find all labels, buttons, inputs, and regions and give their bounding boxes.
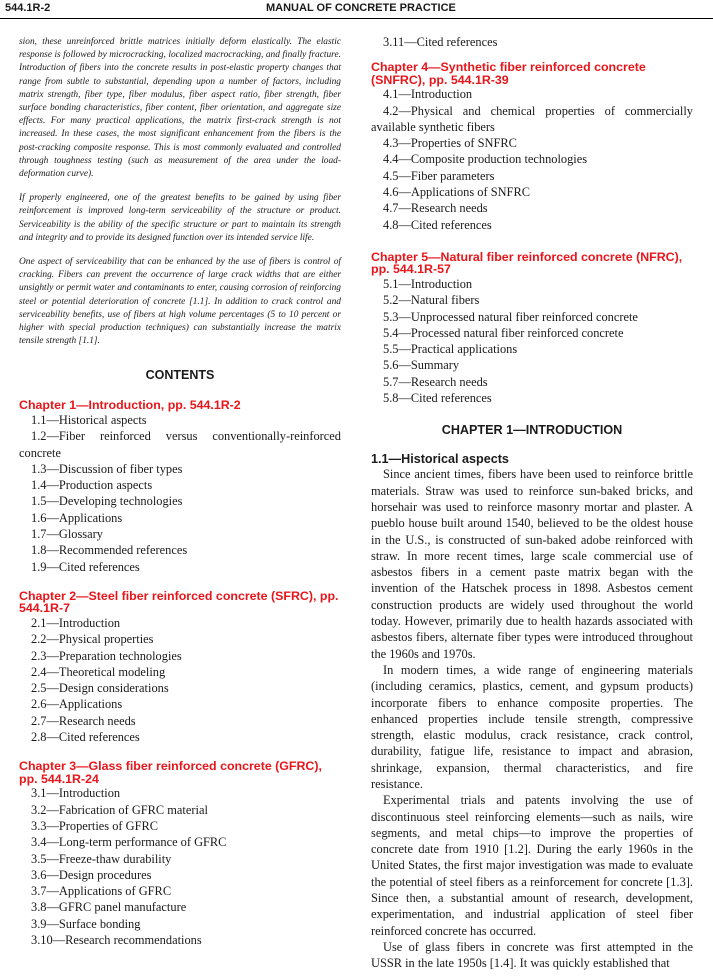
toc-item[interactable]: 3.5—Freeze-thaw durability [31,851,172,866]
toc-item[interactable]: 5.7—Research needs [383,374,488,389]
toc-item[interactable]: 1.5—Developing technologies [31,494,183,509]
section-heading: 1.1—Historical aspects [371,452,509,467]
toc-item[interactable]: 4.5—Fiber parameters [383,168,495,183]
right-column [371,36,693,972]
manual-title: MANUAL OF CONCRETE PRACTICE [266,2,456,14]
toc-item[interactable]: 4.1—Introduction [383,87,473,102]
toc-item[interactable]: 3.2—Fabrication of GFRC material [31,802,208,817]
toc-item[interactable]: 2.6—Applications [31,697,123,712]
toc-item[interactable]: 5.2—Natural fibers [383,293,480,308]
toc-item[interactable]: 3.1—Introduction [31,786,121,801]
toc-chapter-title[interactable]: Chapter 2—Steel fiber reinforced concrete (SFRC), pp. 544.1R-7 [19,588,339,616]
chapter-heading: CHAPTER 1—INTRODUCTION [441,423,623,438]
toc-item[interactable]: 5.4—Processed natural fiber reinforced concrete [383,325,624,340]
toc-item[interactable]: 4.2—Physical and chemical properties of commercially available synthetic fibers [371,103,693,134]
toc-chapter-2 [19,590,341,745]
toc-item[interactable]: 5.8—Cited references [383,391,492,406]
toc-item[interactable]: 5.5—Practical applications [383,342,518,357]
toc-item[interactable]: 5.3—Unprocessed natural fiber reinforced concrete [383,309,638,324]
intro-paragraph: If properly engineered, one of the greatest benefits to be gained by using fiber reinforcement is improved long-term serviceability of the structure or product. Serviceability is the ability of the specific structure or part to maintain its strength and integrity and to provide its designed function over its intended service life. [19,193,341,243]
toc-item[interactable]: 5.1—Introduction [383,276,473,291]
toc-item[interactable]: 1.9—Cited references [31,559,140,574]
toc-item[interactable]: 3.6—Design procedures [31,867,152,882]
toc-item[interactable]: 2.7—Research needs [31,713,136,728]
toc-chapter-1 [19,399,341,574]
toc-item[interactable]: 1.8—Recommended references [31,543,188,558]
left-column [19,36,341,948]
contents-heading: CONTENTS [145,368,215,383]
body-paragraph: Experimental trials and patents involving the use of discontinuous steel reinforcing elements—such as nails, wire segments, and metal chips—to improve the properties of concrete date from 1910 [1.2]. During the early 1960s in the United States, the first major investigation was made to evaluate the potential of steel fibers as a reinforcement for concrete [1.3]. Since then, a substantial amount of research, development, experimentation, and industrial application of steel fiber reinforced concrete has occurred. [371,793,693,938]
toc-item[interactable]: 1.7—Glossary [31,527,103,542]
document-code: 544.1R-2 [5,2,51,14]
toc-chapter-3 [19,760,341,948]
toc-item[interactable]: 2.4—Theoretical modeling [31,664,166,679]
toc-item[interactable]: 3.10—Research recommendations [31,932,202,947]
toc-item[interactable]: 2.2—Physical properties [31,632,154,647]
toc-item[interactable]: 4.8—Cited references [383,217,492,232]
intro-paragraph: One aspect of serviceability that can be enhanced by the use of fibers is control of cracking. Fibers can prevent the occurrence of large crack widths that are either unsightly or permit water and contaminants to enter, causing corrosion of reinforcing steel or potential deterioration of concrete [1.1]. In addition to crack control and serviceability benefits, use of fibers at high volume percentages (5 to 10 percent or higher with special production techniques) can substantially increase the matrix tensile strength [1.1]. [19,257,341,347]
toc-item[interactable]: 2.5—Design considerations [31,681,169,696]
toc-chapter-title[interactable]: Chapter 5—Natural fiber reinforced concrete (NFRC), pp. 544.1R-57 [371,249,683,277]
toc-item[interactable]: 3.4—Long-term performance of GFRC [31,835,227,850]
toc-item[interactable]: 3.11—Cited references [383,35,498,49]
page-header [0,0,713,19]
toc-item[interactable]: 3.9—Surface bonding [31,916,141,931]
toc-item[interactable]: 5.6—Summary [383,358,460,373]
toc-item[interactable]: 3.3—Properties of GFRC [31,818,159,833]
toc-item[interactable]: 1.3—Discussion of fiber types [31,461,183,476]
body-paragraph: In modern times, a wide range of engineering materials (including ceramics, plastics, cement, and gypsum products) incorporate fibers to enhance composite properties. The enhanced properties include tensile strength, compressive strength, elastic modulus, crack resistance, crack control, durability, fatigue life, resistance to impact and abrasion, shrinkage, expansion, thermal characteristics, and fire resistance. [371,662,693,791]
toc-item[interactable]: 2.8—Cited references [31,730,140,745]
toc-item[interactable]: 4.6—Applications of SNFRC [383,185,530,200]
toc-item[interactable]: 3.7—Applications of GFRC [31,884,172,899]
toc-chapter-title[interactable]: Chapter 4—Synthetic fiber reinforced concrete (SNFRC), pp. 544.1R-39 [371,60,646,87]
toc-item[interactable]: 3.8—GFRC panel manufacture [31,900,187,915]
body-paragraph: Use of glass fibers in concrete was first attempted in the USSR in the late 1950s [1.4]. It was quickly established that [371,939,693,971]
toc-item[interactable]: 1.6—Applications [31,510,123,525]
toc-chapter-5 [371,251,693,406]
body-paragraph: Since ancient times, fibers have been used to reinforce brittle materials. Straw was used to reinforce sun-baked bricks, and horsehair was used to reinforce masonry mortar and plaster. A pueblo house built around 1540, believed to be the oldest house in the U.S., is constructed of sun-baked adobe reinforced with straw. In more recent times, large scale commercial use of asbestos fibers in a cement paste matrix began with the invention of the Hatschek process in 1898. Asbestos cement construction products are widely used throughout the world today. However, primarily due to health hazards associated with asbestos fibers, alternate fiber types were introduced throughout the 1960s and 1970s. [371,467,693,661]
toc-chapter-title[interactable]: Chapter 3—Glass fiber reinforced concrete (GFRC), pp. 544.1R-24 [19,759,322,786]
toc-chapter-title[interactable]: Chapter 1—Introduction, pp. 544.1R-2 [19,398,241,413]
toc-item[interactable]: 4.3—Properties of SNFRC [383,136,517,151]
toc-item[interactable]: 1.4—Production aspects [31,478,153,493]
toc-chapter-4 [371,61,693,233]
toc-item[interactable]: 1.2—Fiber reinforced versus conventionally-reinforced concrete [19,429,341,460]
toc-item[interactable]: 2.3—Preparation technologies [31,648,182,663]
intro-paragraph: sion, these unreinforced brittle matrices initially deform elastically. The elastic response is followed by microcracking, localized macrocracking, and finally fracture. Introduction of fibers into the concrete results in post-elastic property changes that range from subtle to substantial, depending upon a number of factors, including matrix strength, fiber type, fiber modulus, fiber aspect ratio, fiber strength, fiber surface bonding characteristics, fiber content, fiber orientation, and aggregate size effects. For many practical applications, the matrix first-crack strength is not increased. In these cases, the most significant enhancement from the fibers is the post-cracking composite response. This is most commonly evaluated and controlled through toughness testing (such as measurement of the area under the load-deformation curve). [19,37,341,180]
toc-item[interactable]: 2.1—Introduction [31,615,121,630]
toc-item[interactable]: 4.4—Composite production technologies [383,152,588,167]
toc-item[interactable]: 1.1—Historical aspects [31,412,147,427]
toc-item[interactable]: 4.7—Research needs [383,201,488,216]
